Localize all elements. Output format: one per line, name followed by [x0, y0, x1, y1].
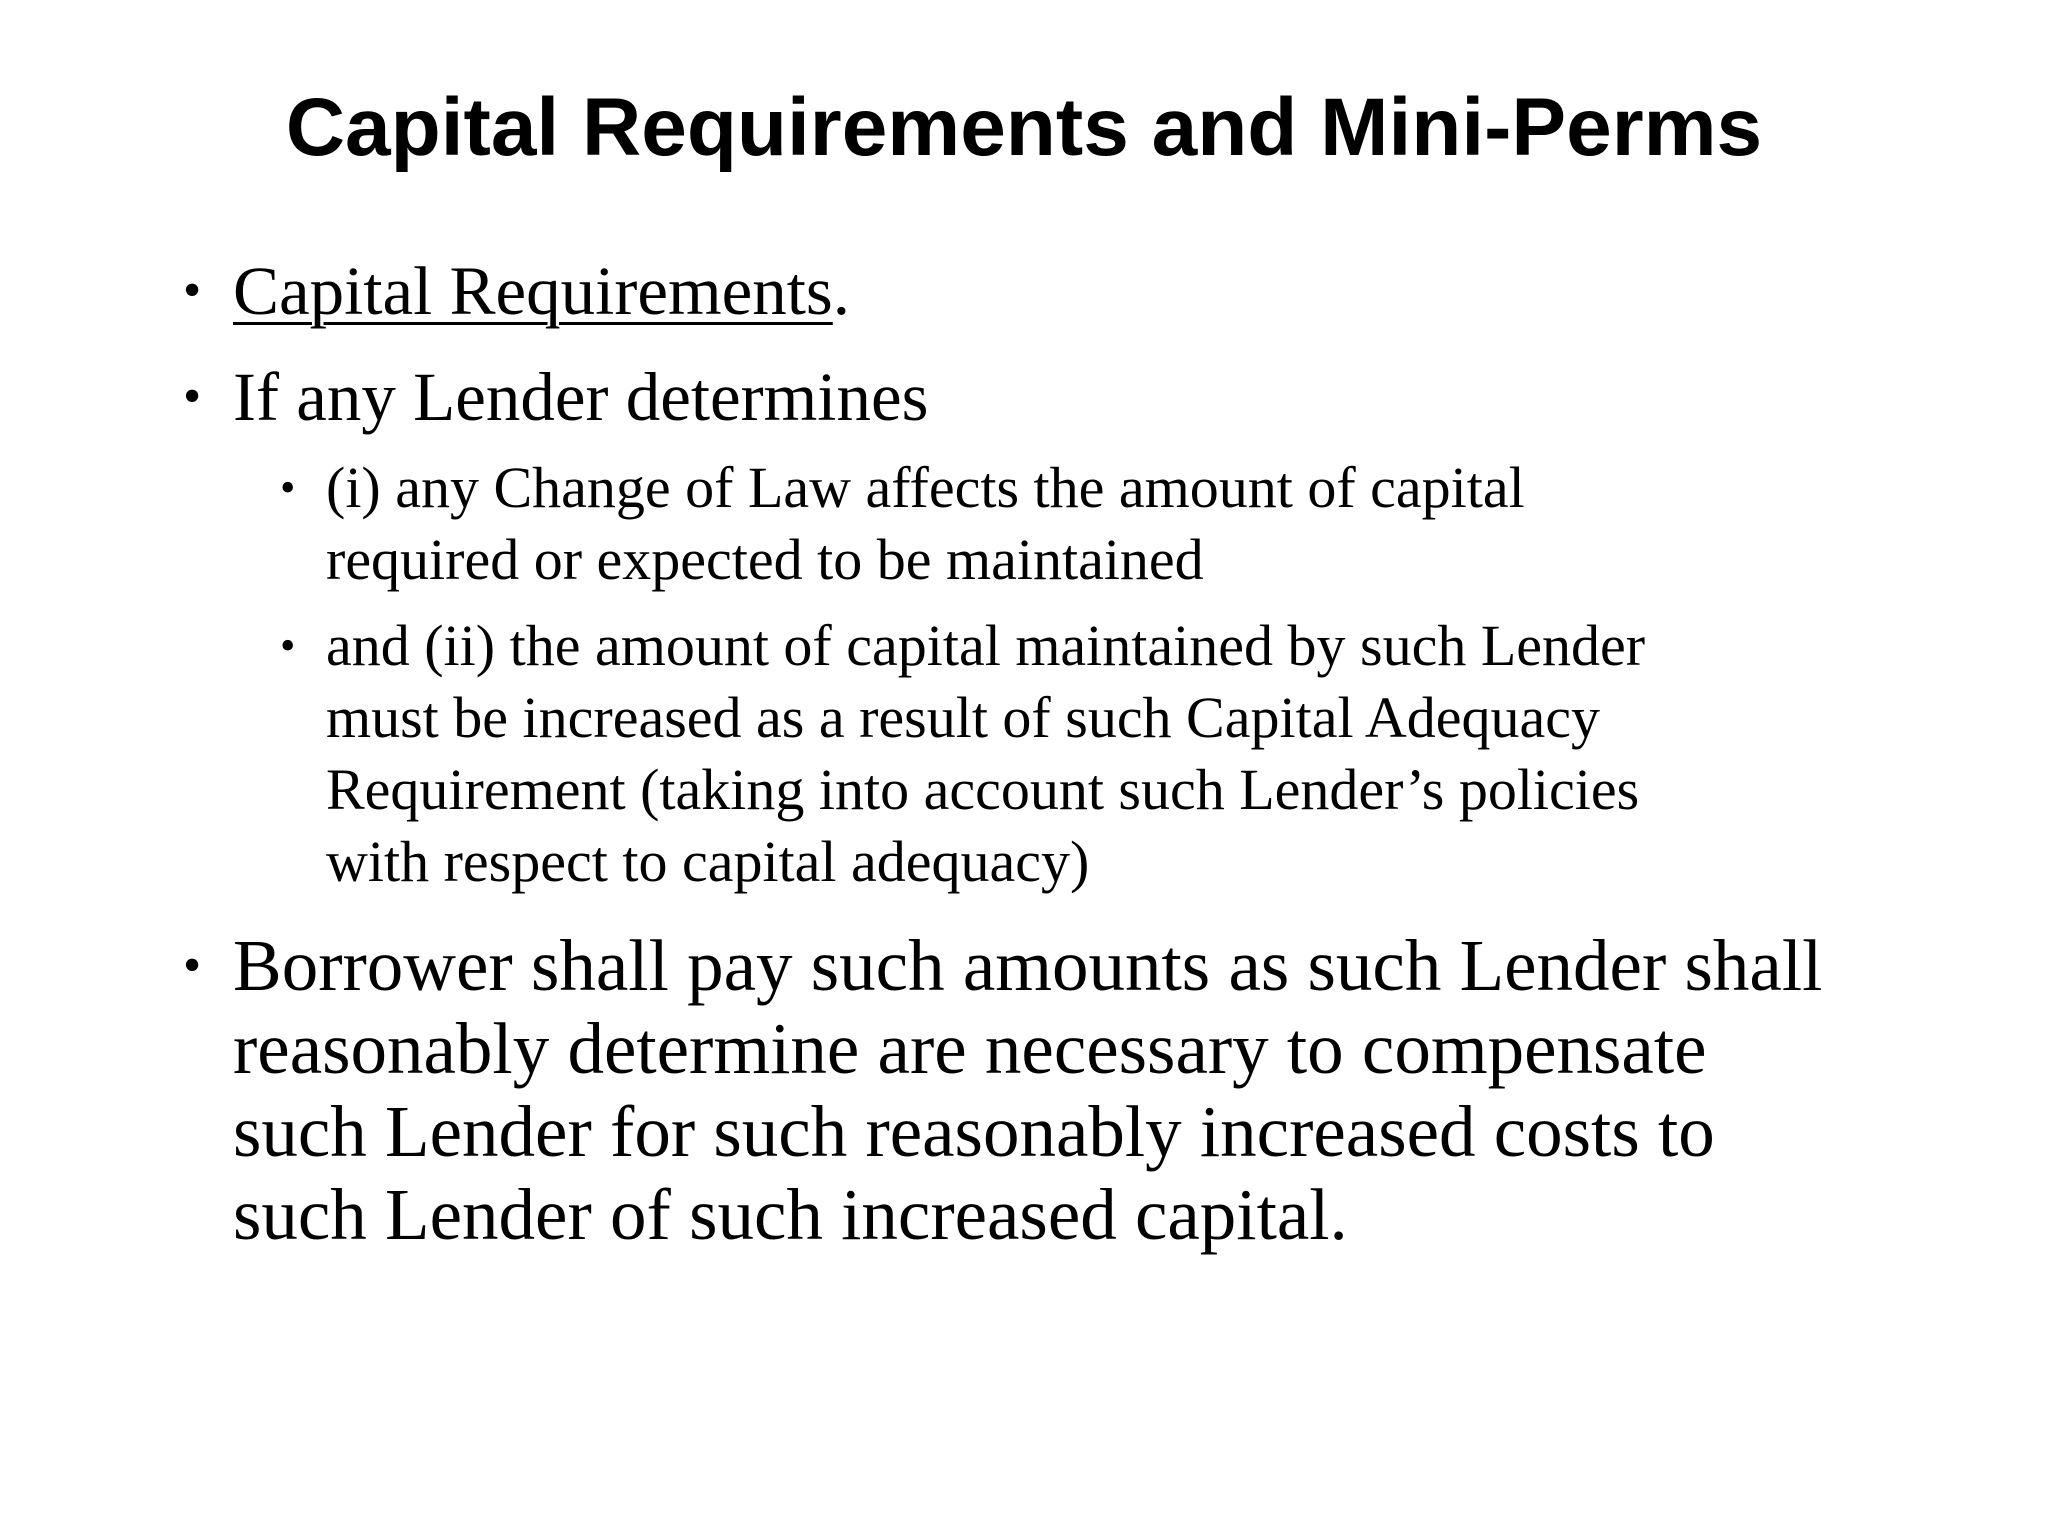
bullet-dot: •	[183, 262, 202, 319]
underlined-heading: Capital Requirements	[233, 253, 833, 329]
text-line: reasonably determine are necessary to compensate	[233, 1008, 1707, 1089]
bullet-dot: •	[183, 937, 202, 994]
bullet-text	[233, 924, 1822, 1256]
text-line: Requirement (taking into account such Lender’s policies	[326, 757, 1640, 822]
bullet-text	[233, 250, 850, 332]
sub-bullet-dot: •	[280, 463, 296, 512]
text-line: Borrower shall pay such amounts as such Lender shall	[233, 925, 1823, 1006]
text-line: must be increased as a result of such Capital Adequacy	[326, 685, 1600, 750]
text-line: such Lender for such reasonably increased costs to	[233, 1091, 1715, 1172]
text-line: (i) any Change of Law affects the amount of capital	[326, 455, 1525, 520]
text-line: such Lender of such increased capital.	[233, 1174, 1348, 1255]
sub-bullet-text	[326, 610, 1645, 898]
slide-title: Capital Requirements and Mini-Perms	[285, 82, 1763, 173]
bullet-dot: •	[183, 368, 202, 425]
sub-bullet-text	[326, 452, 1525, 596]
heading-suffix: .	[832, 253, 851, 329]
text-line: with respect to capital adequacy)	[326, 829, 1090, 894]
text-line: required or expected to be maintained	[326, 527, 1204, 592]
bullet-text: If any Lender determines	[233, 359, 929, 435]
text-line: and (ii) the amount of capital maintained by such Lender	[326, 613, 1646, 678]
sub-bullet-dot: •	[280, 621, 296, 670]
